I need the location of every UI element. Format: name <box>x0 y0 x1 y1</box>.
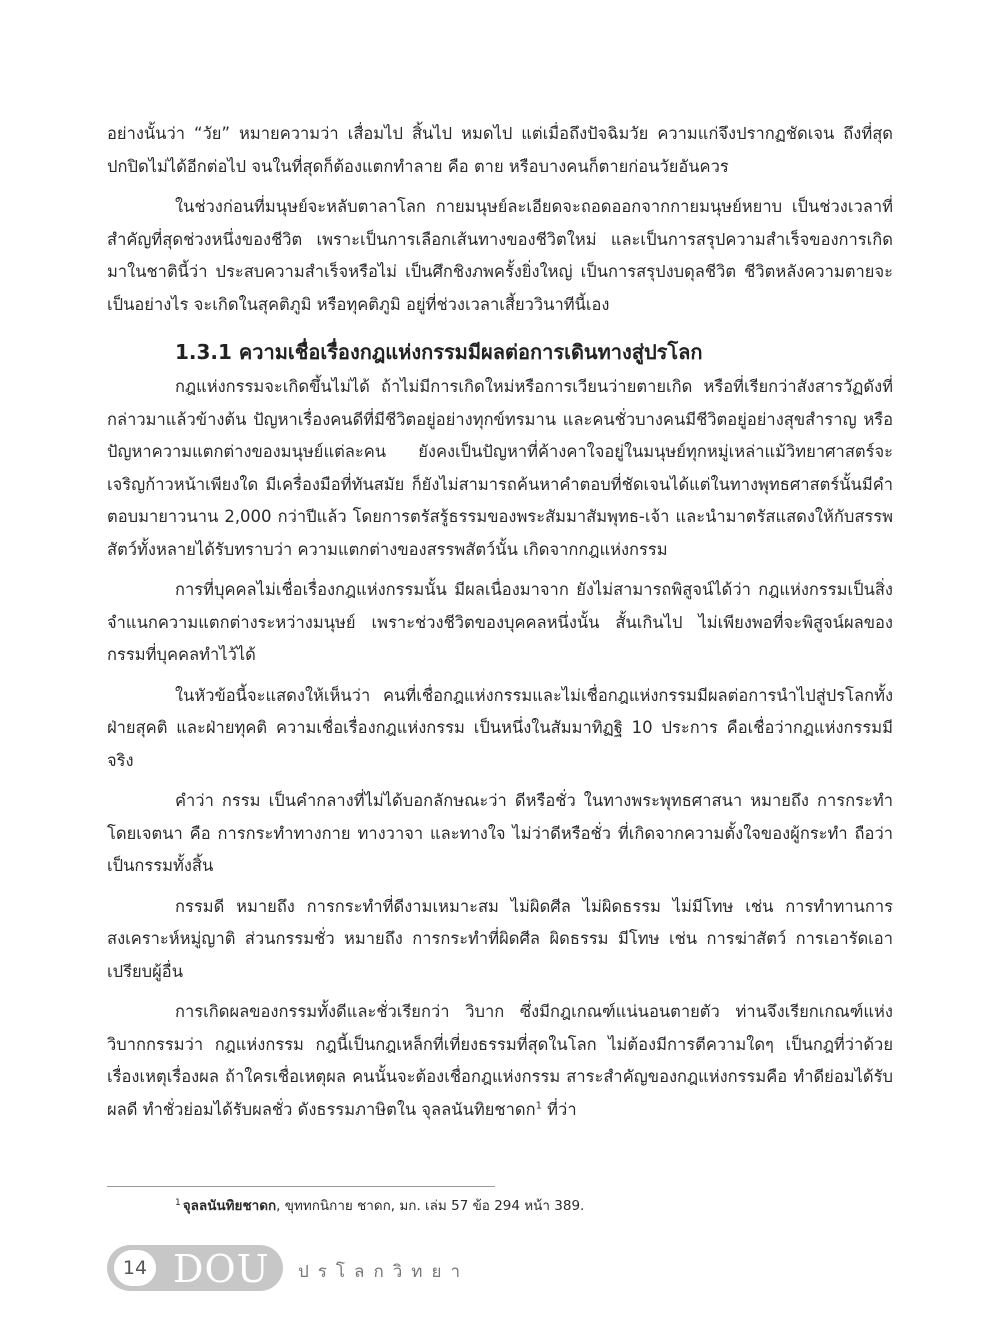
section-heading: 1.3.1 ความเชื่อเรื่องกฎแห่งกรรมมีผลต่อการเดินทางสู่ปรโลก <box>175 340 703 364</box>
body-paragraph: การที่บุคคลไม่เชื่อเรื่องกฎแห่งกรรมนั้น มีผลเนื่องมาจาก ยังไม่สามารถพิสูจน์ได้ว่า กฎแห่งกรรมเป็นสิ่งจำแนกความแตกต่างระหว่างมนุษย์ เพราะช่วงชีวิตของบุคคลหนึ่งนั้น สั้นเกินไป ไม่เพียงพอที่จะพิสูจน์ผลของกรรมที่บุคคลทำไว้ได้ <box>107 580 893 664</box>
footnote-marker: 1 <box>175 1197 181 1208</box>
body-paragraph: กฎแห่งกรรมจะเกิดขึ้นไม่ได้ ถ้าไม่มีการเกิดใหม่หรือการเวียนว่ายตายเกิด หรือที่เรียกว่าสังสารวัฏดังที่กล่าวมาแล้วข้างต้น ปัญหาเรื่องคนดีที่มีชีวิตอยู่อย่างทุกข์ทรมาน และคนชั่วบางคนมีชีวิตอยู่อย่างสุขสำราญ หรือปัญหาความแตกต่างของมนุษย์แต่ละคน ยังคงเป็นปัญหาที่ค้างคาใจอยู่ในมนุษย์ทุกหมู่เหล่าแม้วิทยาศาสตร์จะเจริญก้าวหน้าเพียงใด มีเครื่องมือที่ทันสมัย ก็ยังไม่สามารถค้นหาคำตอบที่ชัดเจนได้แต่ในทางพุทธศาสตร์นั้นมีคำตอบมายาวนาน 2,000 กว่าปีแล้ว โดยการตรัสรู้ธรรมของพระสัมมาสัมพุทธ-เจ้า และนำมาตรัสแสดงให้กับสรรพสัตว์ทั้งหลายได้รับทราบว่า ความแตกต่างของสรรพสัตว์นั้น เกิดจากกฎแห่งกรรม <box>107 377 893 559</box>
book-title: ปรโลกวิทยา <box>298 1262 470 1282</box>
footnote-reference[interactable]: 1 <box>535 1100 542 1111</box>
dou-logo: DOU <box>173 1247 270 1291</box>
body-paragraph: อย่างนั้นว่า “วัย” หมายความว่า เสื่อมไป สิ้นไป หมดไป แต่เมื่อถึงปัจฉิมวัย ความแก่จึงปรากฏชัดเจน ถึงที่สุด ปกปิดไม่ได้อีกต่อไป จนในที่สุดก็ต้องแตกทำลาย คือ ตาย หรือบางคนก็ตายก่อนวัยอันควร <box>107 124 893 176</box>
body-paragraph: คำว่า กรรม เป็นคำกลางที่ไม่ได้บอกลักษณะว่า ดีหรือชั่ว ในทางพระพุทธศาสนา หมายถึง การกระทำโดยเจตนา คือ การกระทำทางกาย ทางวาจา และทางใจ ไม่ว่าดีหรือชั่ว ที่เกิดจากความตั้งใจของผู้กระทำ ถือว่าเป็นกรรมทั้งสิ้น <box>107 791 893 875</box>
paragraph-tail: ที่ว่า <box>541 1099 577 1119</box>
page-body <box>107 118 893 1134</box>
footnote-divider <box>107 1186 495 1187</box>
page-footer-badge <box>107 1245 283 1291</box>
body-paragraph: ในหัวข้อนี้จะแสดงให้เห็นว่า คนที่เชื่อกฎแห่งกรรมและไม่เชื่อกฎแห่งกรรมมีผลต่อการนำไปสู่ปรโลกทั้งฝ่ายสุคติ และฝ่ายทุคติ ความเชื่อเรื่องกฎแห่งกรรม เป็นหนึ่งในสัมมาทิฏฐิ 10 ประการ คือเชื่อว่ากฎแห่งกรรมมีจริง <box>107 685 893 770</box>
footnote <box>175 1194 893 1218</box>
footnote-details: , ขุททกนิกาย ชาดก, มก. เล่ม 57 ข้อ 294 หน้า 389. <box>276 1198 585 1214</box>
footnote-source-title: จุลลนันทิยชาดก <box>182 1198 277 1214</box>
paragraph-text: การเกิดผลของกรรมทั้งดีและชั่วเรียกว่า วิบาก ซึ่งมีกฎเกณฑ์แน่นอนตายตัว ท่านจึงเรียกเกณฑ์แห่งวิบากกรรมว่า กฎแห่งกรรม กฎนี้เป็นกฎเหล็กที่เที่ยงธรรมที่สุดในโลก ไม่ต้องมีการตีความใดๆ เป็นกฎที่ว่าด้วยเรื่องเหตุเรื่องผล ถ้าใครเชื่อเหตุผล คนนั้นจะต้องเชื่อกฎแห่งกรรม สาระสำคัญของกฎแห่งกรรมคือ ทำดีย่อมได้รับผลดี ทำชั่วย่อมได้รับผลชั่ว ดังธรรมภาษิตใน จุลลนันทิยชาดก <box>107 1002 893 1119</box>
body-paragraph-with-footnote <box>107 996 893 1126</box>
body-paragraph: ในช่วงก่อนที่มนุษย์จะหลับตาลาโลก กายมนุษย์ละเอียดจะถอดออกจากกายมนุษย์หยาบ เป็นช่วงเวลาที่สำคัญที่สุดช่วงหนึ่งของชีวิต เพราะเป็นการเลือกเส้นทางของชีวิตใหม่ และเป็นการสรุปความสำเร็จของการเกิดมาในชาตินี้ว่า ประสบความสำเร็จหรือไม่ เป็นศึกชิงภพครั้งยิ่งใหญ่ เป็นการสรุปงบดุลชีวิต ชีวิตหลังความตายจะเป็นอย่างไร จะเกิดในสุคติภูมิ หรือทุคติภูมิ อยู่ที่ช่วงเวลาเสี้ยววินาทีนี้เอง <box>107 197 893 314</box>
page-number: 14 <box>114 1250 156 1286</box>
body-paragraph: กรรมดี หมายถึง การกระทำที่ดีงามเหมาะสม ไม่ผิดศีล ไม่ผิดธรรม ไม่มีโทษ เช่น การทำทานการสงเคราะห์หมู่ญาติ ส่วนกรรมชั่ว หมายถึง การกระทำที่ผิดศีล ผิดธรรม มีโทษ เช่น การฆ่าสัตว์ การเอารัดเอาเปรียบผู้อื่น <box>107 896 893 981</box>
